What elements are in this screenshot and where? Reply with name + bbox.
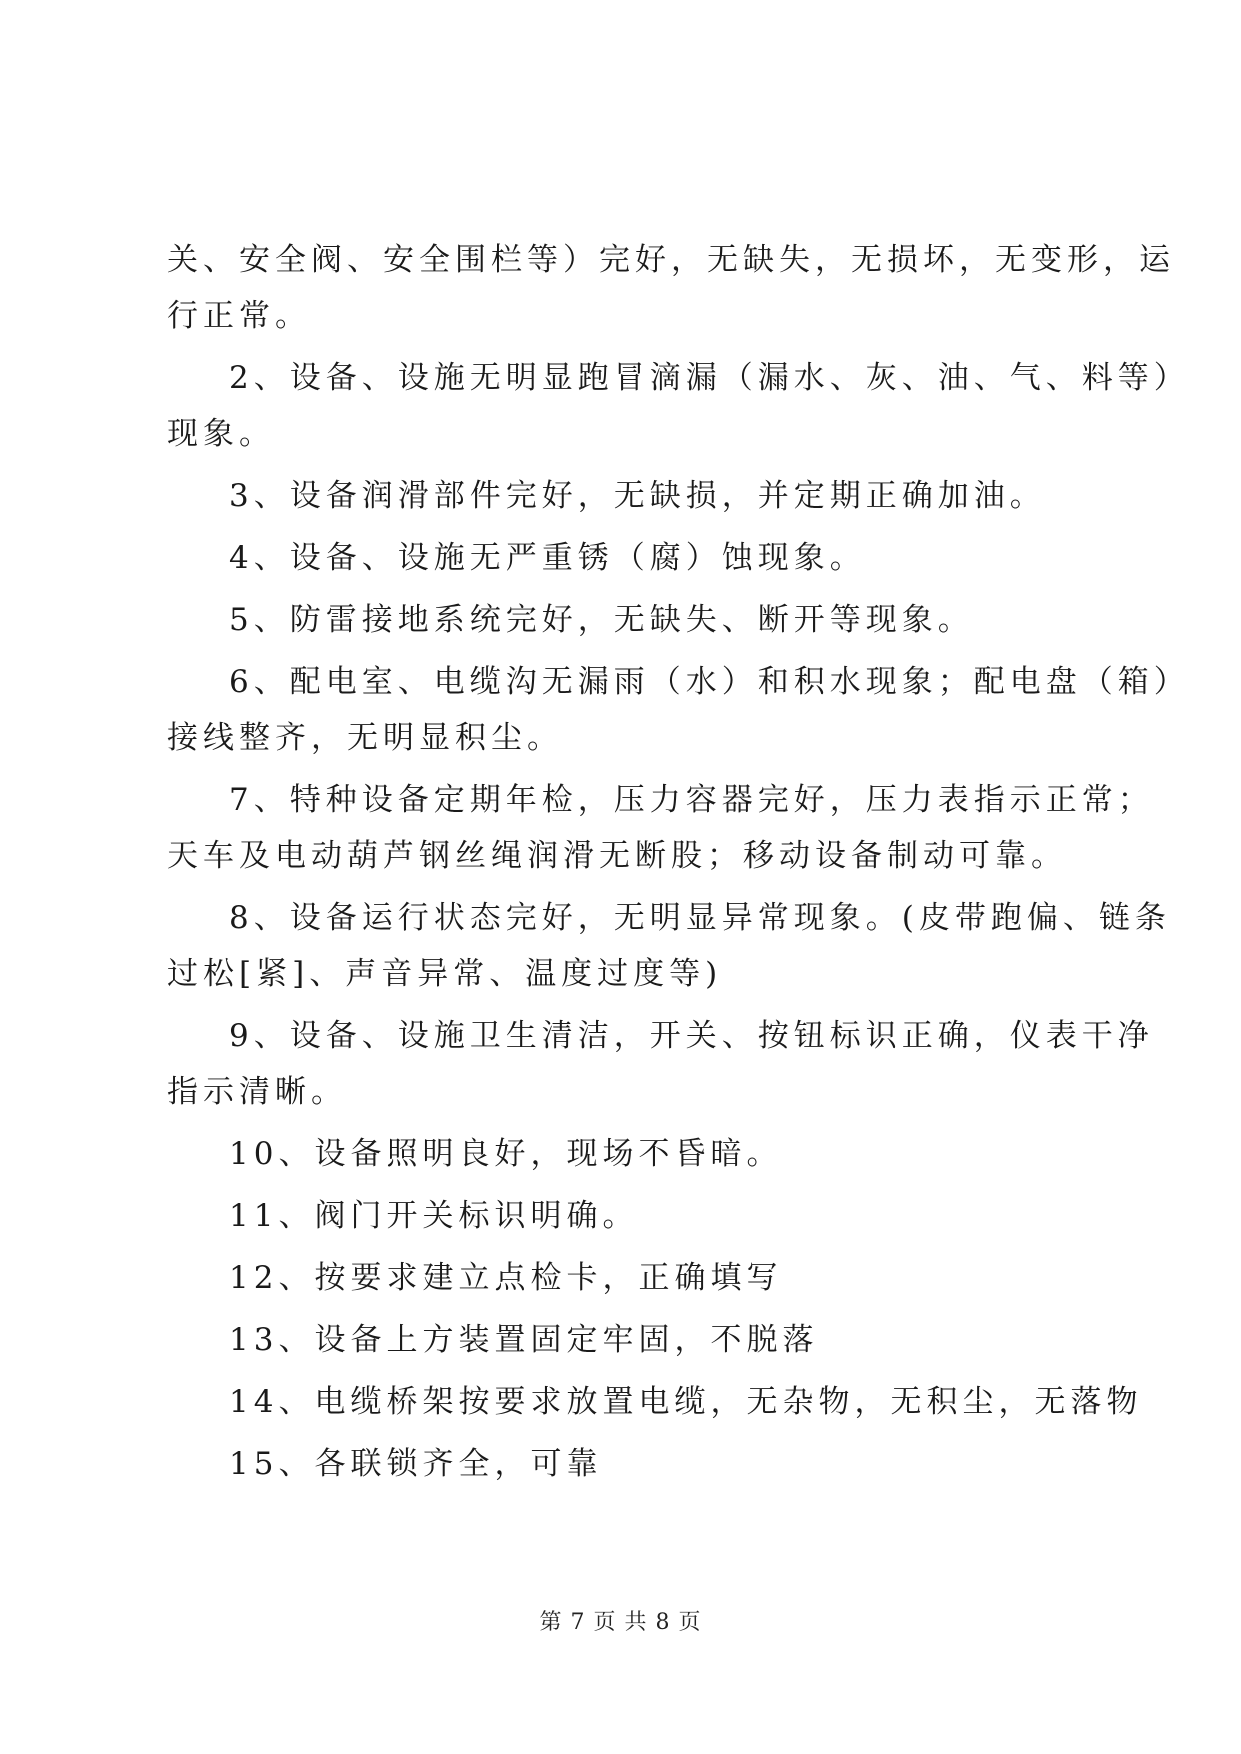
paragraph-8 bbox=[167, 1008, 1154, 1120]
paragraph-2 bbox=[167, 468, 1087, 524]
paragraph-line: 7、特种设备定期年检，压力容器完好，压力表指示正常； bbox=[229, 782, 1154, 818]
paragraph-line: 行正常。 bbox=[167, 298, 311, 334]
paragraph-line: 11、阀门开关标识明确。 bbox=[229, 1198, 639, 1234]
paragraph-line: 15、各联锁齐全，可靠 bbox=[229, 1446, 603, 1482]
paragraph-11 bbox=[167, 1250, 1087, 1306]
paragraph-line: 3、设备润滑部件完好，无缺损，并定期正确加油。 bbox=[229, 478, 1046, 514]
paragraph-9 bbox=[167, 1126, 1087, 1182]
paragraph-line: 8、设备运行状态完好，无明显异常现象。(皮带跑偏、链条 bbox=[229, 900, 1171, 936]
paragraph-5 bbox=[167, 654, 1190, 766]
paragraph-line: 2、设备、设施无明显跑冒滴漏（漏水、灰、油、气、料等） bbox=[229, 360, 1190, 396]
paragraph-12 bbox=[167, 1312, 1087, 1368]
paragraph-line: 天车及电动葫芦钢丝绳润滑无断股；移动设备制动可靠。 bbox=[167, 838, 1067, 874]
paragraph-4 bbox=[167, 592, 1087, 648]
document-body bbox=[167, 232, 1190, 1498]
paragraph-10 bbox=[167, 1188, 1087, 1244]
paragraph-line: 过松[紧]、声音异常、温度过度等) bbox=[167, 956, 723, 992]
paragraph-line: 关、安全阀、安全围栏等）完好，无缺失，无损坏，无变形，运 bbox=[167, 242, 1175, 278]
paragraph-line: 接线整齐，无明显积尘。 bbox=[167, 720, 563, 756]
paragraph-1 bbox=[167, 350, 1190, 462]
paragraph-line: 14、电缆桥架按要求放置电缆，无杂物，无积尘，无落物 bbox=[229, 1384, 1143, 1420]
paragraph-line: 4、设备、设施无严重锈（腐）蚀现象。 bbox=[229, 540, 866, 576]
paragraph-line: 10、设备照明良好，现场不昏暗。 bbox=[229, 1136, 783, 1172]
paragraph-7 bbox=[167, 890, 1171, 1002]
paragraph-line: 5、防雷接地系统完好，无缺失、断开等现象。 bbox=[229, 602, 974, 638]
paragraph-line: 指示清晰。 bbox=[167, 1074, 347, 1110]
paragraph-3 bbox=[167, 530, 1087, 586]
paragraph-line: 现象。 bbox=[167, 416, 275, 452]
paragraph-0 bbox=[167, 232, 1175, 344]
paragraph-line: 9、设备、设施卫生清洁，开关、按钮标识正确，仪表干净 bbox=[229, 1018, 1154, 1054]
paragraph-line: 13、设备上方装置固定牢固，不脱落 bbox=[229, 1322, 819, 1358]
paragraph-line: 12、按要求建立点检卡，正确填写 bbox=[229, 1260, 783, 1296]
paragraph-6 bbox=[167, 772, 1154, 884]
paragraph-13 bbox=[167, 1374, 1143, 1430]
paragraph-line: 6、配电室、电缆沟无漏雨（水）和积水现象；配电盘（箱） bbox=[229, 664, 1190, 700]
paragraph-14 bbox=[167, 1436, 1087, 1492]
page-number-footer: 第 7 页 共 8 页 bbox=[539, 1610, 702, 1635]
